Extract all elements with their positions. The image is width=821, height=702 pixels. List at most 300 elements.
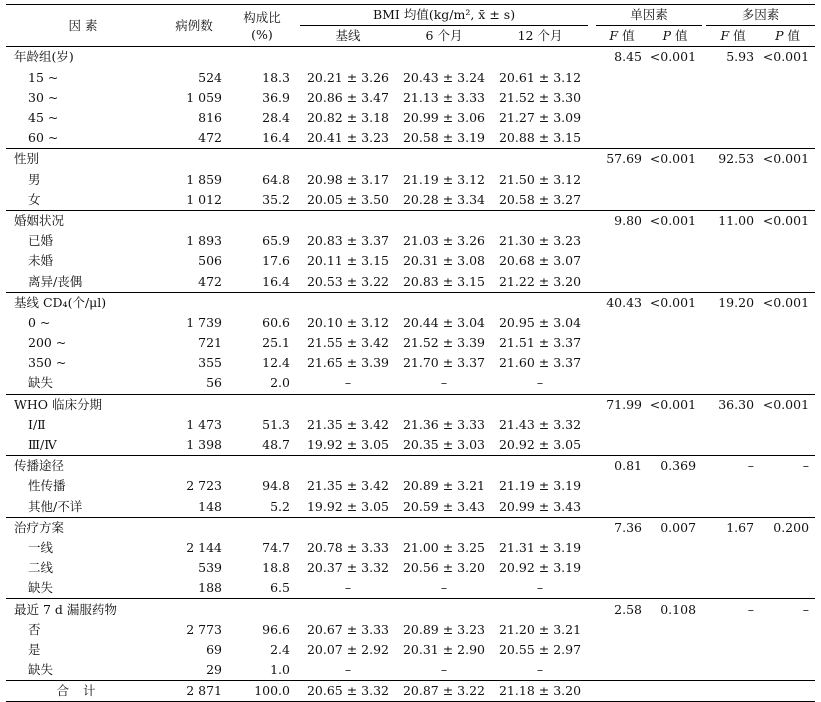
group-label: 治疗方案 [6, 517, 160, 538]
bmi-baseline [300, 394, 396, 415]
bmi-6-months: 20.43 ± 3.24 [402, 69, 486, 85]
f-single [596, 476, 648, 496]
f-single [596, 497, 648, 518]
f-single [596, 578, 648, 599]
table-row [6, 373, 815, 394]
spacer [588, 394, 596, 415]
bmi-baseline [300, 149, 396, 170]
table-row [6, 640, 815, 660]
category-label: 其他/不详 [28, 498, 83, 514]
group-row [6, 149, 815, 170]
group-row [6, 292, 815, 313]
case-count: 1 059 [186, 89, 222, 105]
case-count: 2 723 [186, 478, 222, 494]
bmi-6-months: – [440, 375, 448, 391]
composition-pct [228, 292, 296, 313]
category-label: 45 ~ [28, 110, 59, 126]
group-row [6, 456, 815, 477]
p-single: <0.001 [648, 292, 702, 313]
bmi-12-months: 21.19 ± 3.19 [498, 478, 582, 494]
bmi-baseline [300, 210, 396, 231]
bmi-6-months [396, 149, 492, 170]
bmi-12-months [492, 292, 588, 313]
table-row [6, 170, 815, 190]
bmi-12-months [492, 47, 588, 68]
spacer [588, 538, 596, 558]
case-count: 1 012 [186, 191, 222, 207]
spacer [588, 149, 596, 170]
bmi-baseline: 20.41 ± 3.23 [306, 130, 390, 146]
category-label: 60 ~ [28, 130, 59, 146]
spacer [588, 353, 596, 373]
case-count [160, 517, 228, 538]
total-bmi-baseline: 20.65 ± 3.32 [300, 681, 396, 702]
f-multi [706, 271, 760, 292]
bmi-baseline: – [344, 580, 352, 596]
case-count: 2 773 [186, 621, 222, 637]
header-single-factor: 单因素 [596, 5, 702, 26]
case-count: 1 473 [186, 416, 222, 432]
p-multi [760, 190, 815, 211]
bmi-6-months: 20.56 ± 3.20 [402, 560, 486, 576]
bmi-6-months: 20.99 ± 3.06 [402, 110, 486, 126]
bmi-12-months [492, 456, 588, 477]
empty-cell [648, 681, 702, 702]
composition-pct: 51.3 [262, 416, 290, 432]
bmi-12-months: 20.99 ± 3.43 [498, 498, 582, 514]
spacer [588, 435, 596, 456]
bmi-6-months: 21.36 ± 3.33 [402, 416, 486, 432]
category-label: 离异/丧偶 [28, 273, 83, 289]
case-count [160, 456, 228, 477]
composition-pct [228, 149, 296, 170]
f-multi [706, 435, 760, 456]
group-label: 基线 CD₄(个/μl) [6, 292, 160, 313]
f-multi [706, 333, 760, 353]
p-single [648, 333, 702, 353]
p-multi: – [760, 599, 815, 620]
bmi-baseline: 20.07 ± 2.92 [306, 641, 390, 657]
case-count: 56 [206, 375, 222, 391]
composition-pct [228, 456, 296, 477]
f-multi [706, 108, 760, 128]
bmi-baseline: 20.82 ± 3.18 [306, 110, 390, 126]
f-single [596, 251, 648, 271]
header-factor: 因 素 [6, 5, 160, 47]
p-single: <0.001 [648, 210, 702, 231]
bmi-6-months [396, 517, 492, 538]
table-row [6, 415, 815, 435]
composition-pct: 28.4 [262, 110, 290, 126]
composition-pct: 16.4 [262, 273, 290, 289]
spacer [588, 660, 596, 681]
case-count: 29 [206, 662, 222, 678]
case-count: 1 893 [186, 233, 222, 249]
group-label: 传播途径 [6, 456, 160, 477]
table-row [6, 435, 815, 456]
case-count [160, 47, 228, 68]
spacer [588, 415, 596, 435]
bmi-6-months: 20.83 ± 3.15 [402, 273, 486, 289]
bmi-12-months: 20.61 ± 3.12 [498, 69, 582, 85]
composition-pct: 18.8 [262, 560, 290, 576]
bmi-12-months: 21.51 ± 3.37 [498, 335, 582, 351]
f-single: 2.58 [596, 599, 648, 620]
f-single [596, 68, 648, 88]
case-count [160, 599, 228, 620]
bmi-6-months [396, 456, 492, 477]
category-label: 是 [28, 641, 41, 657]
p-multi [760, 231, 815, 251]
p-single [648, 231, 702, 251]
bmi-12-months [492, 149, 588, 170]
empty-cell [706, 681, 760, 702]
bmi-baseline: 21.55 ± 3.42 [306, 335, 390, 351]
p-multi [760, 251, 815, 271]
p-single [648, 660, 702, 681]
p-multi: <0.001 [760, 47, 815, 68]
p-single [648, 558, 702, 578]
f-multi: 19.20 [706, 292, 760, 313]
spacer [588, 497, 596, 518]
bmi-baseline: 20.10 ± 3.12 [306, 314, 390, 330]
case-count: 2 144 [186, 539, 222, 555]
category-label: Ⅰ/Ⅱ [28, 416, 46, 432]
p-single [648, 68, 702, 88]
bmi-6-months: 20.31 ± 3.08 [402, 253, 486, 269]
spacer [588, 88, 596, 108]
f-multi [706, 415, 760, 435]
p-multi: <0.001 [760, 292, 815, 313]
f-multi [706, 578, 760, 599]
p-multi [760, 538, 815, 558]
p-multi [760, 108, 815, 128]
bmi-6-months [396, 599, 492, 620]
p-single [648, 353, 702, 373]
f-single [596, 108, 648, 128]
category-label: 200 ~ [28, 335, 67, 351]
f-single: 40.43 [596, 292, 648, 313]
case-count [160, 210, 228, 231]
spacer [588, 271, 596, 292]
case-count: 69 [206, 641, 222, 657]
p-single [648, 271, 702, 292]
f-single [596, 271, 648, 292]
bmi-baseline: 20.37 ± 3.32 [306, 560, 390, 576]
bmi-12-months: 21.52 ± 3.30 [498, 89, 582, 105]
header-cases: 病例数 [160, 5, 228, 47]
category-label: 未婚 [28, 253, 54, 269]
p-single [648, 108, 702, 128]
bmi-6-months: 20.89 ± 3.21 [402, 478, 486, 494]
p-single [648, 497, 702, 518]
p-multi [760, 170, 815, 190]
table-row [6, 353, 815, 373]
category-label: 30 ~ [28, 89, 59, 105]
bmi-12-months: 20.88 ± 3.15 [498, 130, 582, 146]
total-bmi-12-months: 21.18 ± 3.20 [492, 681, 588, 702]
bmi-baseline: 20.98 ± 3.17 [306, 171, 390, 187]
bmi-baseline: 20.78 ± 3.33 [306, 539, 390, 555]
table-row [6, 251, 815, 271]
composition-pct: 65.9 [262, 233, 290, 249]
composition-pct: 5.2 [270, 498, 290, 514]
bmi-12-months: – [536, 580, 544, 596]
f-multi [706, 660, 760, 681]
p-multi: <0.001 [760, 394, 815, 415]
composition-pct [228, 47, 296, 68]
bmi-12-months: 21.22 ± 3.20 [498, 273, 582, 289]
p-multi [760, 333, 815, 353]
p-multi [760, 435, 815, 456]
p-multi [760, 660, 815, 681]
f-multi [706, 538, 760, 558]
spacer [588, 640, 596, 660]
bmi-12-months: 20.95 ± 3.04 [498, 314, 582, 330]
p-single [648, 620, 702, 640]
group-label: WHO 临床分期 [6, 394, 160, 415]
f-multi [706, 476, 760, 496]
bmi-6-months: 21.19 ± 3.12 [402, 171, 486, 187]
group-label: 婚姻状况 [6, 210, 160, 231]
p-multi: 0.200 [760, 517, 815, 538]
total-count: 2 871 [160, 681, 228, 702]
p-multi [760, 640, 815, 660]
composition-pct: 25.1 [262, 335, 290, 351]
spacer [588, 620, 596, 640]
f-single [596, 231, 648, 251]
bmi-12-months: – [536, 662, 544, 678]
table-row [6, 68, 815, 88]
header-multi-factor: 多因素 [706, 5, 815, 26]
composition-pct: 2.0 [270, 375, 290, 391]
p-multi [760, 373, 815, 394]
spacer [588, 599, 596, 620]
composition-pct: 16.4 [262, 130, 290, 146]
f-single [596, 660, 648, 681]
spacer [588, 456, 596, 477]
bmi-6-months [396, 47, 492, 68]
header-12-months: 12 个月 [492, 26, 588, 47]
f-single [596, 640, 648, 660]
table-row [6, 558, 815, 578]
f-single [596, 128, 648, 149]
p-single: 0.007 [648, 517, 702, 538]
group-label: 年龄组(岁) [6, 47, 160, 68]
composition-pct [228, 599, 296, 620]
bmi-12-months: 20.68 ± 3.07 [498, 253, 582, 269]
p-multi: – [760, 456, 815, 477]
table-row [6, 620, 815, 640]
composition-pct: 6.5 [270, 580, 290, 596]
table-row [6, 497, 815, 518]
f-single: 0.81 [596, 456, 648, 477]
spacer [588, 68, 596, 88]
category-label: 0 ~ [28, 314, 51, 330]
header-p-multi: P 值 [760, 26, 815, 47]
f-multi [706, 620, 760, 640]
category-label: 已婚 [28, 233, 54, 249]
spacer [588, 210, 596, 231]
table-row [6, 538, 815, 558]
bmi-12-months: 20.55 ± 2.97 [498, 641, 582, 657]
composition-pct: 18.3 [262, 69, 290, 85]
case-count [160, 292, 228, 313]
bmi-baseline: 21.35 ± 3.42 [306, 416, 390, 432]
bmi-baseline [300, 292, 396, 313]
p-multi [760, 271, 815, 292]
p-multi [760, 415, 815, 435]
composition-pct: 60.6 [262, 314, 290, 330]
group-row [6, 517, 815, 538]
table-row [6, 313, 815, 333]
bmi-6-months: 20.35 ± 3.03 [402, 437, 486, 453]
case-count: 506 [198, 253, 222, 269]
empty-cell [588, 681, 596, 702]
total-row [6, 681, 815, 702]
p-single [648, 128, 702, 149]
category-label: 否 [28, 621, 41, 637]
spacer [588, 47, 596, 68]
case-count: 721 [198, 335, 222, 351]
category-label: 女 [28, 191, 41, 207]
p-single [648, 251, 702, 271]
f-single [596, 333, 648, 353]
spacer [588, 333, 596, 353]
spacer [588, 578, 596, 599]
category-label: 350 ~ [28, 355, 67, 371]
case-count: 524 [198, 69, 222, 85]
f-multi [706, 640, 760, 660]
table-row [6, 128, 815, 149]
f-multi [706, 170, 760, 190]
p-multi [760, 313, 815, 333]
bmi-6-months: 21.70 ± 3.37 [402, 355, 486, 371]
bmi-12-months: 21.50 ± 3.12 [498, 171, 582, 187]
case-count: 148 [198, 498, 222, 514]
table-row [6, 88, 815, 108]
bmi-baseline: 21.65 ± 3.39 [306, 355, 390, 371]
bmi-6-months: 21.13 ± 3.33 [402, 89, 486, 105]
f-single: 57.69 [596, 149, 648, 170]
group-label: 最近 7 d 漏服药物 [6, 599, 160, 620]
table-row [6, 660, 815, 681]
bmi-6-months [396, 210, 492, 231]
f-multi [706, 128, 760, 149]
header-composition: 构成比 (%) [228, 5, 296, 47]
bmi-6-months: – [440, 580, 448, 596]
f-multi: 5.93 [706, 47, 760, 68]
table-row [6, 271, 815, 292]
composition-pct: 36.9 [262, 89, 290, 105]
bmi-6-months: – [440, 662, 448, 678]
composition-pct: 64.8 [262, 171, 290, 187]
total-bmi-6-months: 20.87 ± 3.22 [396, 681, 492, 702]
bmi-baseline: 20.21 ± 3.26 [306, 69, 390, 85]
bmi-baseline: 20.83 ± 3.37 [306, 233, 390, 249]
f-single: 9.80 [596, 210, 648, 231]
bmi-6-months: 20.44 ± 3.04 [402, 314, 486, 330]
spacer [588, 170, 596, 190]
group-row [6, 394, 815, 415]
p-multi [760, 353, 815, 373]
bmi-12-months: – [536, 375, 544, 391]
bmi-baseline: 19.92 ± 3.05 [306, 498, 390, 514]
f-multi: 92.53 [706, 149, 760, 170]
p-multi: <0.001 [760, 149, 815, 170]
case-count [160, 394, 228, 415]
header-f-multi: F 值 [706, 26, 760, 47]
case-count: 1 859 [186, 171, 222, 187]
group-row [6, 47, 815, 68]
bmi-6-months [396, 292, 492, 313]
spacer [588, 108, 596, 128]
p-single [648, 190, 702, 211]
f-single [596, 620, 648, 640]
group-row [6, 599, 815, 620]
f-single [596, 313, 648, 333]
p-multi [760, 88, 815, 108]
f-multi [706, 353, 760, 373]
p-single [648, 415, 702, 435]
composition-pct: 48.7 [262, 437, 290, 453]
bmi-12-months: 21.31 ± 3.19 [498, 539, 582, 555]
bmi-12-months [492, 517, 588, 538]
bmi-baseline: 20.67 ± 3.33 [306, 621, 390, 637]
bmi-12-months: 21.60 ± 3.37 [498, 355, 582, 371]
bmi-12-months: 21.43 ± 3.32 [498, 416, 582, 432]
f-multi [706, 88, 760, 108]
bmi-baseline [300, 456, 396, 477]
f-multi [706, 190, 760, 211]
spacer [588, 517, 596, 538]
header-p-single: P 值 [648, 26, 702, 47]
table-row [6, 190, 815, 211]
category-label: 缺失 [28, 375, 54, 391]
bmi-6-months: 20.28 ± 3.34 [402, 191, 486, 207]
bmi-6-months: 20.31 ± 2.90 [402, 641, 486, 657]
p-single [648, 373, 702, 394]
case-count: 816 [198, 110, 222, 126]
f-single [596, 170, 648, 190]
bmi-12-months [492, 210, 588, 231]
p-single [648, 313, 702, 333]
p-multi [760, 476, 815, 496]
case-count: 188 [198, 580, 222, 596]
bmi-baseline: 19.92 ± 3.05 [306, 437, 390, 453]
p-single [648, 170, 702, 190]
table-row [6, 333, 815, 353]
f-single [596, 190, 648, 211]
f-multi: 36.30 [706, 394, 760, 415]
f-multi: – [706, 456, 760, 477]
f-multi: – [706, 599, 760, 620]
f-single [596, 373, 648, 394]
spacer [588, 313, 596, 333]
bmi-baseline [300, 47, 396, 68]
composition-pct [228, 517, 296, 538]
f-single [596, 415, 648, 435]
spacer [588, 373, 596, 394]
bmi-12-months: 20.92 ± 3.05 [498, 437, 582, 453]
table-body [6, 47, 815, 702]
bmi-6-months: 20.59 ± 3.43 [402, 498, 486, 514]
p-multi [760, 620, 815, 640]
category-label: 缺失 [28, 580, 54, 596]
category-label: 一线 [28, 539, 54, 555]
bmi-6-months: 21.00 ± 3.25 [402, 539, 486, 555]
p-multi [760, 68, 815, 88]
